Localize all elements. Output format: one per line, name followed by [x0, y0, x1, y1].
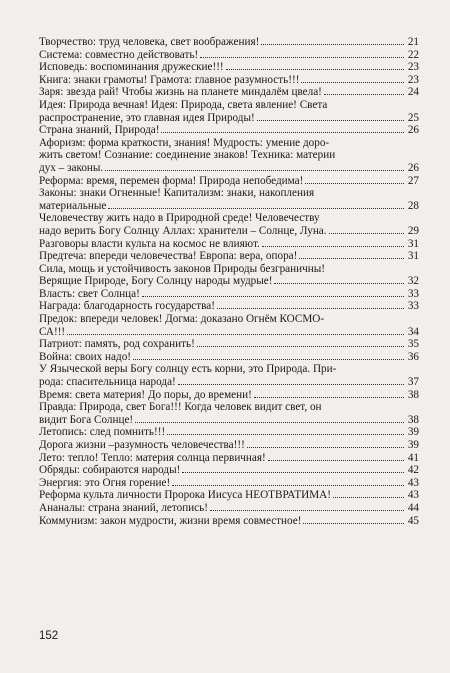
toc-entry-title: Идея: Природа вечная! Идея: Природа, света явление! Света [39, 98, 328, 111]
toc-leader-dots [268, 460, 404, 461]
toc-entry [39, 74, 419, 87]
toc-entry-title: Творчество: труд человека, свет воображения! [39, 36, 260, 48]
toc-leader-dots [254, 397, 404, 398]
toc-entry-title: Реформа культа личности Пророка Иисуса НЕОТВРАТИМА! [39, 489, 331, 502]
toc-entry-line [39, 464, 419, 477]
toc-leader-dots [329, 233, 404, 234]
toc-entry-line [39, 238, 419, 251]
toc-page-number: 34 [407, 325, 419, 338]
toc-page-number: 21 [407, 36, 419, 48]
toc-entry-title: Коммунизм: закон мудрости, жизни время совместное! [39, 514, 302, 527]
toc-entry-title: СА!!! [39, 325, 66, 338]
toc-leader-dots [324, 94, 404, 95]
toc-page-number: 31 [407, 237, 419, 250]
toc-page-number: 33 [407, 287, 419, 300]
toc-entry [39, 250, 419, 263]
toc-entry-title: Система: совместно действовать! [39, 48, 199, 61]
toc-page-number: 45 [407, 514, 419, 527]
toc-entry [39, 515, 419, 528]
toc-leader-dots [197, 346, 404, 347]
toc-page-number: 41 [407, 451, 419, 464]
toc-entry [39, 363, 419, 388]
toc-leader-dots [172, 485, 404, 486]
toc-leader-dots [161, 132, 404, 133]
toc-leader-dots [333, 497, 404, 498]
toc-entry-line [39, 452, 419, 465]
toc-entry-title: Законы: знаки Огненные! Капитализм: знаки, накопления [39, 187, 315, 200]
toc-entry-line [39, 326, 419, 339]
toc-leader-dots [274, 283, 404, 284]
table-of-contents [39, 36, 419, 527]
toc-page-number: 39 [407, 426, 419, 439]
toc-entry-line [39, 489, 419, 502]
toc-entry [39, 99, 419, 124]
toc-entry-line [39, 212, 419, 225]
toc-entry-line [39, 376, 419, 389]
toc-entry-title: Власть: свет Солнца! [39, 287, 140, 300]
toc-leader-dots [210, 510, 404, 511]
toc-leader-dots [301, 82, 404, 83]
toc-entry [39, 426, 419, 439]
toc-page-number: 33 [407, 300, 419, 313]
toc-entry [39, 238, 419, 251]
toc-leader-dots [257, 120, 404, 121]
toc-leader-dots [217, 308, 404, 309]
toc-entry-title: Книга: знаки грамоты! Грамота: главное разумность!!! [39, 73, 300, 86]
toc-entry-title: жить светом! Сознание: соединение знаков! Техника: материи [39, 149, 336, 162]
toc-entry [39, 452, 419, 465]
toc-entry-title: Исповедь: воспоминания дружеские!!! [39, 61, 224, 74]
toc-entry-title: Война: своих надо! [39, 350, 132, 363]
toc-page-number: 35 [407, 338, 419, 351]
toc-entry-line [39, 515, 419, 528]
toc-entry [39, 49, 419, 62]
toc-entry-line [39, 263, 419, 276]
toc-page-number: 22 [407, 48, 419, 61]
toc-entry-title: Человечеству жить надо в Природной среде! Человечеству [39, 212, 320, 225]
toc-entry-line [39, 351, 419, 364]
toc-entry-line [39, 225, 419, 238]
toc-leader-dots [303, 523, 404, 524]
toc-page-number: 32 [407, 275, 419, 288]
toc-entry-title: Время: света материя! До поры, до времени! [39, 388, 252, 401]
toc-leader-dots [142, 296, 404, 297]
toc-entry-line [39, 99, 419, 112]
toc-entry-line [39, 74, 419, 87]
toc-page-number: 23 [407, 73, 419, 86]
toc-page-number: 38 [407, 388, 419, 401]
toc-page-number: 25 [407, 111, 419, 124]
toc-leader-dots [178, 384, 404, 385]
toc-leader-dots [262, 246, 404, 247]
toc-page-number: 36 [407, 350, 419, 363]
toc-leader-dots [135, 422, 404, 423]
toc-page-number: 23 [407, 61, 419, 74]
toc-entry [39, 401, 419, 426]
toc-entry-line [39, 49, 419, 62]
toc-entry [39, 313, 419, 338]
toc-page-number: 24 [407, 86, 419, 99]
toc-entry-line [39, 401, 419, 414]
toc-entry [39, 175, 419, 188]
toc-entry [39, 36, 419, 49]
toc-entry-title: надо верить Богу Солнцу Аллах: хранители – Солнце, Луна. [39, 224, 327, 237]
toc-leader-dots [108, 208, 404, 209]
toc-entry-title: Реформа: время, перемен форма! Природа непобедима! [39, 174, 304, 187]
toc-entry-line [39, 112, 419, 125]
toc-leader-dots [105, 170, 404, 171]
toc-entry-title: Ананалы: страна знаний, летопись! [39, 501, 208, 514]
toc-entry-title: Предок: впереди человек! Догма: доказано Огнём КОСМО- [39, 313, 325, 326]
toc-entry-title: видит Бога Солнце! [39, 413, 134, 426]
toc-entry [39, 338, 419, 351]
toc-entry-title: Предтеча: впереди человечества! Европа: вера, опора! [39, 250, 298, 263]
toc-page-number: 39 [407, 439, 419, 451]
toc-entry-title: Летопись: след помнить!!! [39, 426, 166, 439]
toc-entry [39, 439, 419, 452]
toc-entry-line [39, 477, 419, 490]
page-number: 152 [39, 630, 59, 642]
toc-leader-dots [261, 44, 404, 45]
toc-entry-line [39, 149, 419, 162]
toc-entry [39, 61, 419, 74]
toc-page-number: 26 [407, 124, 419, 137]
toc-leader-dots [133, 359, 404, 360]
toc-entry [39, 288, 419, 301]
toc-entry-line [39, 300, 419, 313]
toc-page-number: 28 [407, 199, 419, 212]
toc-entry-line [39, 363, 419, 376]
toc-entry-line [39, 426, 419, 439]
toc-entry-title: Сила, мощь и устойчивость законов Природы безграничны! [39, 262, 325, 275]
toc-entry [39, 212, 419, 237]
toc-entry-title: распространение, это главная идея Природы! [39, 111, 255, 124]
toc-entry-line [39, 250, 419, 263]
toc-entry [39, 502, 419, 515]
toc-leader-dots [305, 183, 404, 184]
toc-page-number: 37 [407, 376, 419, 389]
toc-entry-line [39, 439, 419, 452]
toc-page-number: 38 [407, 413, 419, 426]
toc-entry [39, 263, 419, 288]
toc-entry-title: Правда: Природа, свет Бога!!! Когда человек видит свет, он [39, 401, 322, 414]
toc-entry-line [39, 162, 419, 175]
toc-entry-title: Разговоры власти культа на космос не влияют. [39, 237, 260, 250]
toc-leader-dots [182, 472, 404, 473]
toc-leader-dots [67, 334, 404, 335]
toc-entry-title: материальные [39, 199, 107, 212]
toc-entry-line [39, 502, 419, 515]
toc-entry-line [39, 338, 419, 351]
toc-entry-title: Страна знаний, Природа! [39, 124, 160, 137]
toc-page-number: 26 [407, 161, 419, 174]
toc-page-number: 29 [407, 224, 419, 237]
toc-entry-line [39, 61, 419, 74]
toc-page-number: 43 [407, 489, 419, 502]
toc-entry-line [39, 175, 419, 188]
toc-entry-line [39, 200, 419, 213]
toc-entry-title: Лето: тепло! Тепло: материя солнца первичная! [39, 451, 266, 464]
toc-entry [39, 464, 419, 477]
toc-leader-dots [200, 57, 404, 58]
toc-entry-title: Верящие Природе, Богу Солнцу народы мудрые! [39, 275, 273, 288]
toc-entry [39, 351, 419, 364]
toc-entry-line [39, 389, 419, 402]
toc-entry-line [39, 124, 419, 137]
toc-entry-line [39, 36, 419, 49]
toc-page-number: 31 [407, 250, 419, 263]
toc-entry-title: Дорога жизни –разумность человечества!!! [39, 439, 245, 451]
toc-entry [39, 124, 419, 137]
toc-page-number: 44 [407, 501, 419, 514]
toc-entry [39, 137, 419, 175]
toc-entry-title: дух – законы. [39, 161, 104, 174]
toc-page-number: 42 [407, 464, 419, 477]
toc-entry-title: Обряды: собираются народы! [39, 464, 181, 477]
toc-entry [39, 86, 419, 99]
toc-entry-title: Заря: звезда рай! Чтобы жизнь на планете миндалём цвела! [39, 86, 322, 99]
toc-entry-line [39, 137, 419, 150]
toc-entry-line [39, 414, 419, 427]
toc-entry-title: Награда: благодарность государства! [39, 300, 215, 313]
toc-entry [39, 477, 419, 490]
toc-leader-dots [299, 258, 404, 259]
toc-entry-line [39, 86, 419, 99]
toc-entry-title: Афоризм: форма краткости, знания! Мудрость: умение доро- [39, 136, 330, 149]
toc-leader-dots [226, 69, 404, 70]
toc-entry-title: У Языческой веры Богу солнцу есть корни, это Природа. При- [39, 363, 337, 376]
toc-entry-line [39, 275, 419, 288]
toc-page-number: 27 [407, 174, 419, 187]
toc-entry-title: рода: спасительница народа! [39, 376, 176, 389]
toc-entry-line [39, 187, 419, 200]
toc-entry [39, 389, 419, 402]
toc-entry-line [39, 288, 419, 301]
toc-entry [39, 300, 419, 313]
toc-page-number: 43 [407, 476, 419, 489]
toc-entry [39, 187, 419, 212]
toc-entry-line [39, 313, 419, 326]
toc-leader-dots [167, 434, 404, 435]
toc-entry-title: Энергия: это Огня горение! [39, 476, 171, 489]
toc-entry [39, 489, 419, 502]
toc-leader-dots [247, 447, 404, 448]
toc-entry-title: Патриот: память, род сохранить! [39, 338, 195, 351]
